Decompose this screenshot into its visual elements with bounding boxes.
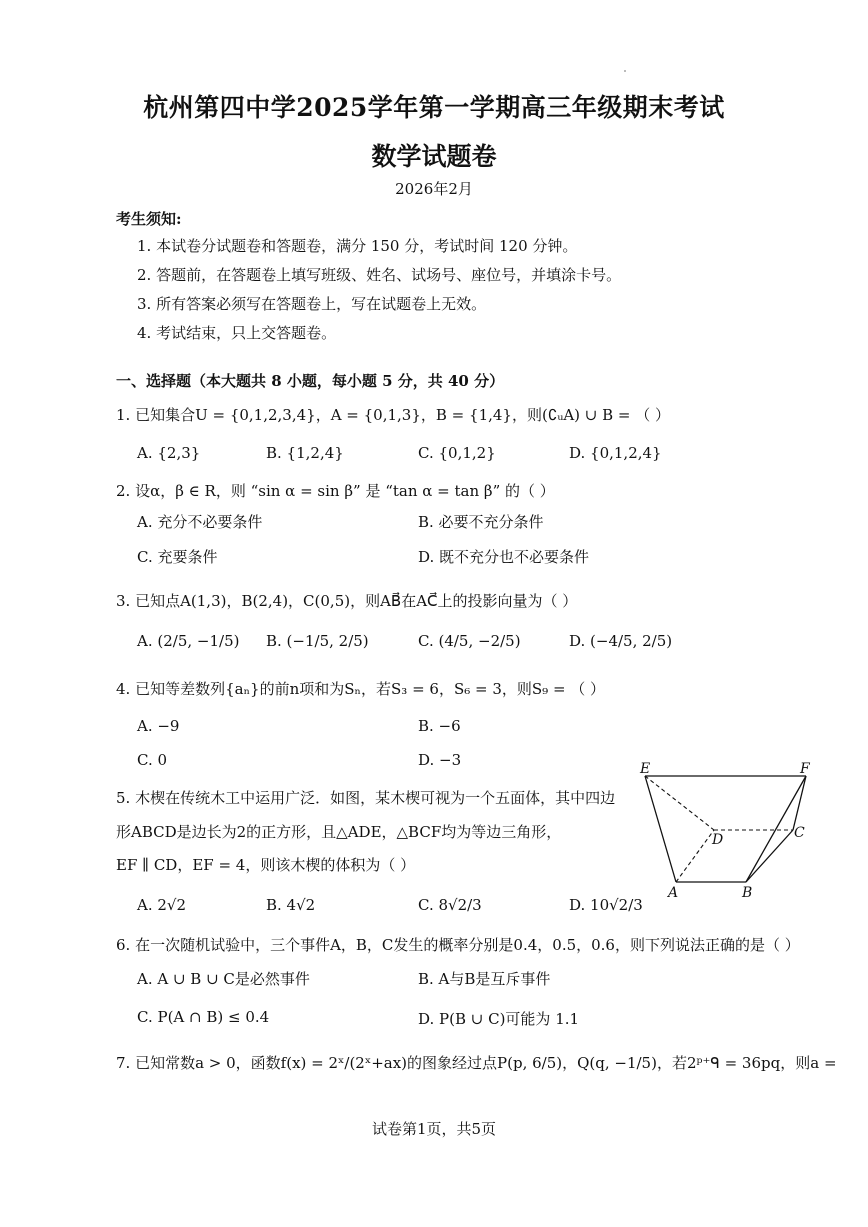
question-5-stem-line: 形ABCD是边长为2的正方形，且△ADE，△BCF均为等边三角形， bbox=[116, 823, 562, 841]
q5-option-a: A. 2√2 bbox=[137, 896, 187, 914]
exam-date: 2026年2月 bbox=[395, 180, 473, 198]
label-b: B bbox=[742, 885, 753, 900]
edge-ed-hidden bbox=[645, 776, 714, 830]
question-5-stem-line: EF ∥ CD，EF = 4，则该木楔的体积为（ ） bbox=[116, 856, 416, 874]
notice-item: 4. 考试结束，只上交答题卷。 bbox=[137, 324, 337, 342]
question-1-stem: 1. 已知集合U = {0,1,2,3,4}，A = {0,1,3}，B = {1,4}，则(∁ᵤA) ∪ B = （ ） bbox=[116, 406, 671, 424]
q1-option-a: A. {2,3} bbox=[137, 444, 201, 462]
q6-option-c: C. P(A ∩ B) ≤ 0.4 bbox=[137, 1008, 270, 1026]
q6-option-d: D. P(B ∪ C)可能为 1.1 bbox=[418, 1010, 580, 1028]
edge-ad-hidden bbox=[676, 830, 714, 882]
q2-option-c: C. 充要条件 bbox=[137, 548, 218, 566]
label-a: A bbox=[668, 885, 679, 900]
page-footer: 试卷第1页，共5页 bbox=[371, 1120, 497, 1138]
question-3-stem: 3. 已知点A(1,3)，B(2,4)，C(0,5)，则AB⃗在AC⃗上的投影向量为（ ） bbox=[116, 592, 578, 610]
question-2-stem: 2. 设α，β ∈ R，则 “sin α = sin β” 是 “tan α = tan β” 的（ ） bbox=[116, 482, 555, 500]
exam-title: 杭州第四中学2025学年第一学期高三年级期末考试 bbox=[143, 93, 725, 122]
edge-bc bbox=[746, 830, 793, 882]
exam-subtitle: 数学试题卷 bbox=[371, 142, 497, 171]
label-f: F bbox=[800, 761, 810, 777]
question-7-stem: 7. 已知常数a > 0，函数f(x) = 2ˣ/(2ˣ+ax)的图象经过点P(p, 6/5)，Q(q, −1/5)，若2ᵖ⁺ᑫ = 36pq，则a = bbox=[116, 1054, 837, 1072]
notice-item: 1. 本试卷分试题卷和答题卷，满分 150 分，考试时间 120 分钟。 bbox=[137, 237, 578, 255]
q6-option-a: A. A ∪ B ∪ C是必然事件 bbox=[137, 970, 310, 988]
q4-option-d: D. −3 bbox=[418, 751, 462, 769]
q2-option-a: A. 充分不必要条件 bbox=[137, 513, 263, 531]
q1-option-c: C. {0,1,2} bbox=[418, 444, 496, 462]
q1-option-b: B. {1,2,4} bbox=[266, 444, 344, 462]
question-5-stem-line: 5. 木楔在传统木工中运用广泛．如图，某木楔可视为一个五面体，其中四边 bbox=[116, 789, 616, 807]
edge-cf bbox=[793, 776, 806, 830]
q4-option-a: A. −9 bbox=[137, 717, 180, 735]
notice-item: 3. 所有答案必须写在答题卷上，写在试题卷上无效。 bbox=[137, 295, 487, 313]
q5-option-c: C. 8√2/3 bbox=[418, 896, 482, 914]
label-c: C bbox=[794, 825, 805, 841]
q1-option-d: D. {0,1,2,4} bbox=[569, 444, 662, 462]
wedge-figure bbox=[636, 760, 816, 900]
question-6-stem: 6. 在一次随机试验中，三个事件A，B，C发生的概率分别是0.4，0.5，0.6，则下列说法正确的是（ ） bbox=[116, 936, 800, 954]
q2-option-d: D. 既不充分也不必要条件 bbox=[418, 548, 590, 566]
scan-speck bbox=[624, 70, 626, 72]
notice-heading: 考生须知: bbox=[116, 210, 182, 228]
edge-ea bbox=[645, 776, 676, 882]
q3-option-d: D. (−4/5, 2/5) bbox=[569, 632, 673, 650]
question-4-stem: 4. 已知等差数列{aₙ}的前n项和为Sₙ，若S₃ = 6，S₆ = 3，则S₉ = （ ） bbox=[116, 680, 606, 698]
q3-option-a: A. (2/5, −1/5) bbox=[137, 632, 240, 650]
notice-item: 2. 答题前，在答题卷上填写班级、姓名、试场号、座位号，并填涂卡号。 bbox=[137, 266, 622, 284]
label-d: D bbox=[712, 832, 724, 848]
q4-option-b: B. −6 bbox=[418, 717, 461, 735]
q6-option-b: B. A与B是互斥事件 bbox=[418, 970, 551, 988]
q3-option-c: C. (4/5, −2/5) bbox=[418, 632, 521, 650]
q5-option-b: B. 4√2 bbox=[266, 896, 316, 914]
q5-option-d: D. 10√2/3 bbox=[569, 896, 643, 914]
section-heading: 一、选择题（本大题共 8 小题，每小题 5 分，共 40 分） bbox=[116, 372, 505, 390]
label-e: E bbox=[640, 761, 651, 777]
q3-option-b: B. (−1/5, 2/5) bbox=[266, 632, 369, 650]
q2-option-b: B. 必要不充分条件 bbox=[418, 513, 544, 531]
q4-option-c: C. 0 bbox=[137, 751, 168, 769]
